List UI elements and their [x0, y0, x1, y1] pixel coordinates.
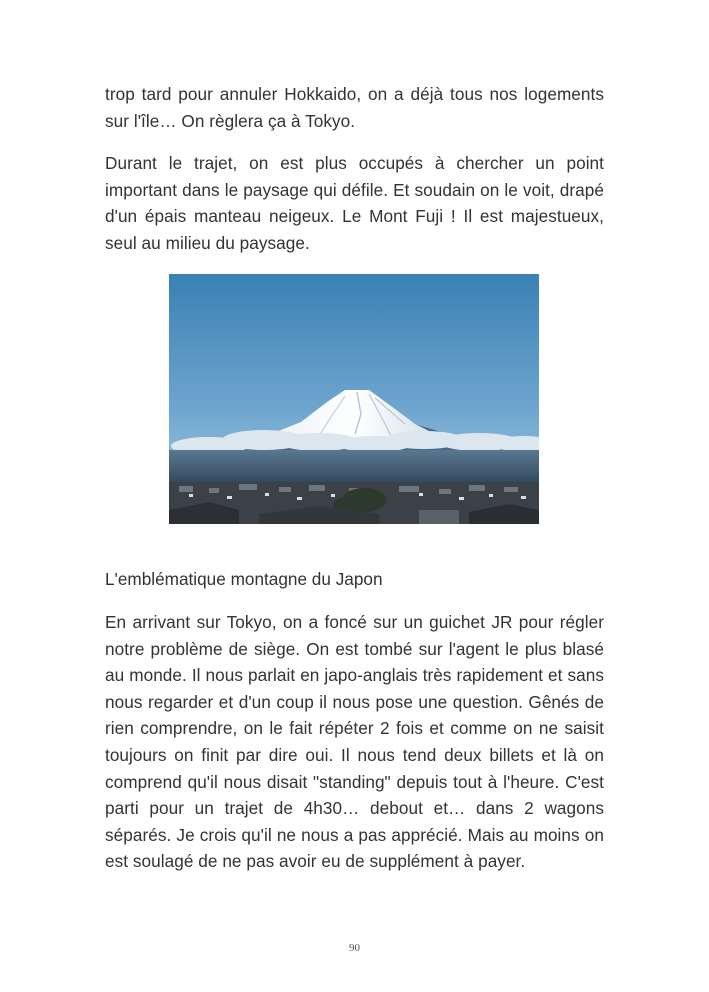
- body-paragraph-2: Durant le trajet, on est plus occupés à chercher un point important dans le paysage qui défile. Et soudain on le voit, drapé d'un épais manteau neigeux. Le Mont Fuji ! Il est majestueux, seul au milieu du paysage.: [105, 153, 604, 253]
- building-foreground: [419, 510, 459, 524]
- body-paragraph-1: trop tard pour annuler Hokkaido, on a déjà tous nos logements sur l'île… On règlera ça à Tokyo.: [105, 84, 604, 131]
- page-number: 90: [349, 942, 360, 954]
- body-paragraph-3: En arrivant sur Tokyo, on a foncé sur un guichet JR pour régler notre problème de siège. On est tombé sur l'agent le plus blasé au monde. Il nous parlait en japo-anglais très rapidement et sans nous regarder et d'un coup il nous pose une question. Gênés de rien comprendre, on le fait répéter 2 fois et comme on ne saisit toujours on finit par dire oui. Il nous tend deux billets et là on comprend qu'il nous disait "standing" depuis tout à l'heure. C'est parti pour un trajet de 4h30… debout et… dans 2 wagons séparés. Je crois qu'il ne nous a pas apprécié. Mais au moins on est soulagé de ne pas avoir eu de supplément à payer.: [105, 612, 604, 872]
- mount-fuji-photo: [169, 274, 539, 524]
- figure-caption: L'emblématique montagne du Japon: [105, 569, 383, 589]
- haze-layer: [169, 450, 539, 486]
